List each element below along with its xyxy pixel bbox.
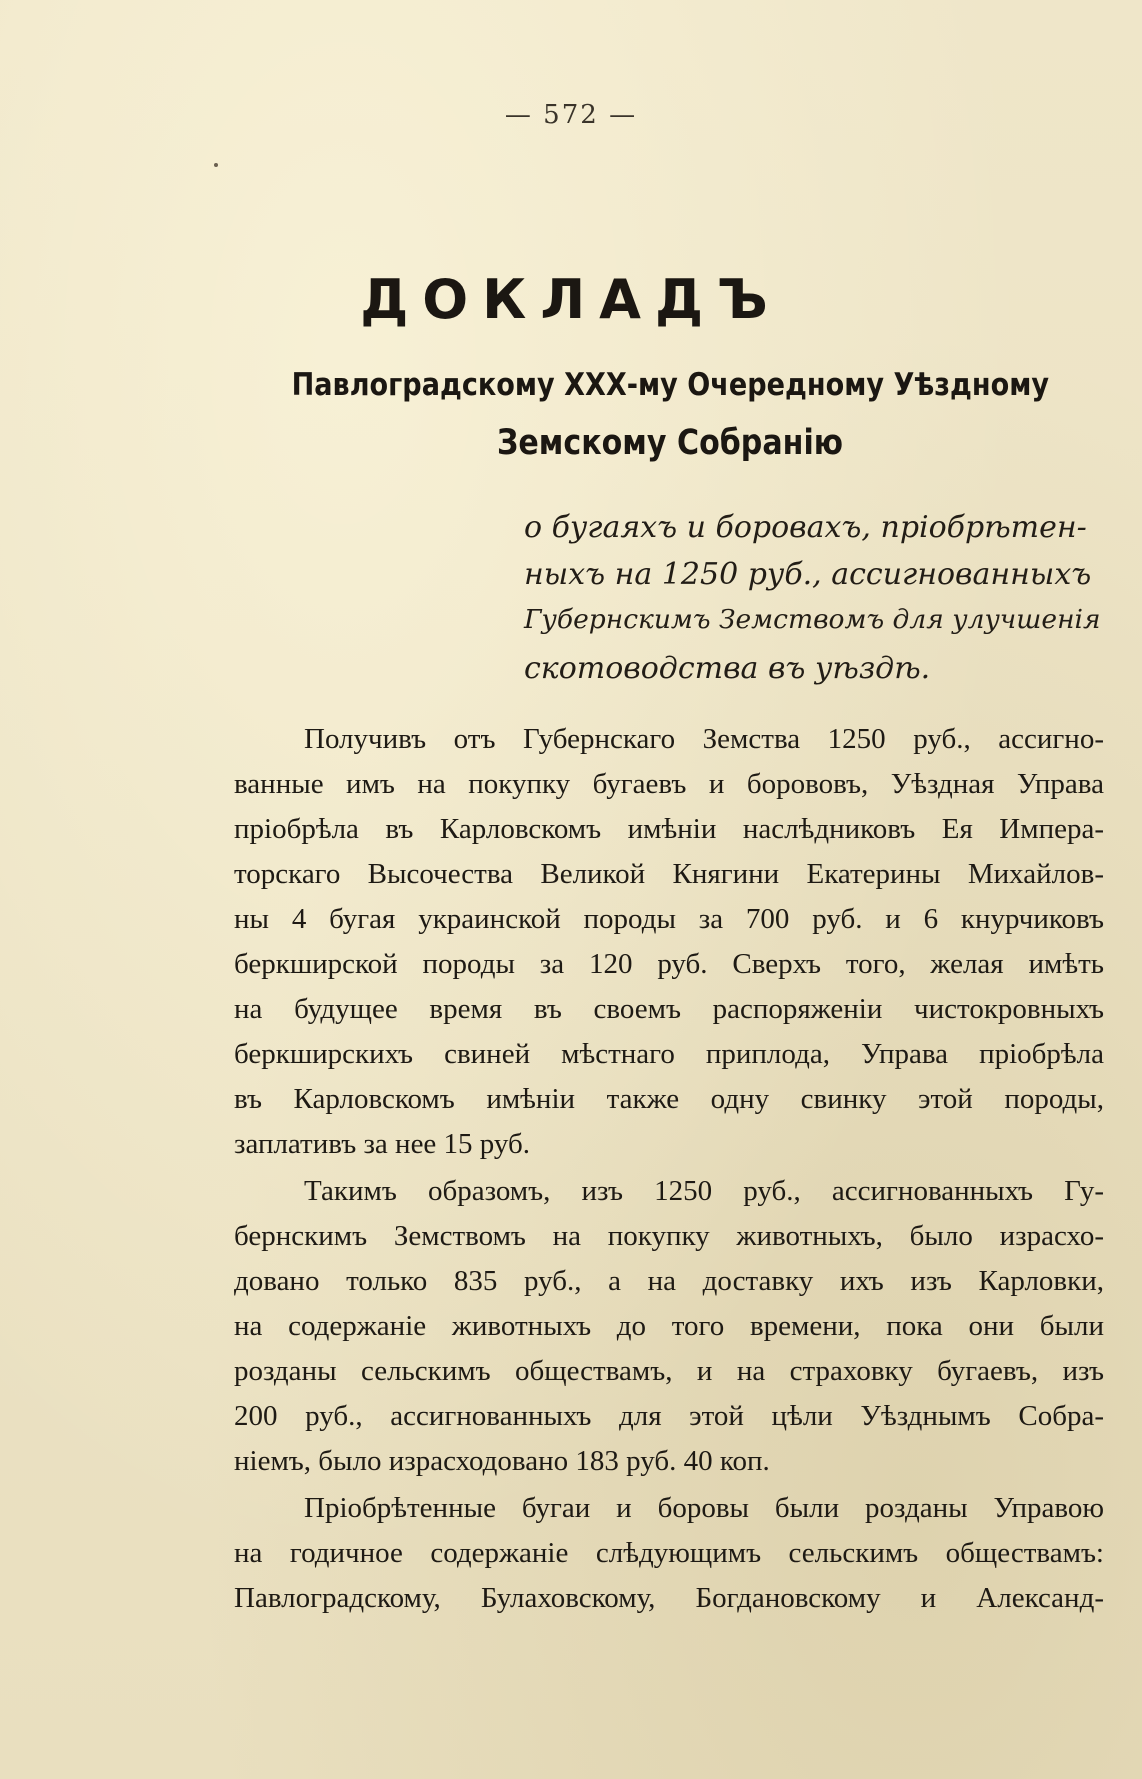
document-title: ДОКЛАДЪ (360, 268, 782, 331)
topic-line-3: Губернскимъ Земствомъ для улучшенія (524, 604, 1101, 635)
paragraph-1-line-9: въ Карловскомъ имѣніи также одну свинку этой породы, (234, 1083, 1104, 1115)
paragraph-1-line-7: на будущее время въ своемъ распоряженіи чистокровныхъ (234, 993, 1104, 1025)
paragraph-1-line-10: заплативъ за нее 15 руб. (234, 1128, 531, 1160)
paragraph-2-line-7: ніемъ, было израсходовано 183 руб. 40 коп. (234, 1445, 770, 1477)
paragraph-2-line-2: бернскимъ Земствомъ на покупку животныхъ, было израсхо- (234, 1220, 1104, 1252)
paragraph-2-line-6: 200 руб., ассигнованныхъ для этой цѣли Уѣзднымъ Собра- (234, 1400, 1104, 1432)
topic-line-1: о бугаяхъ и боровахъ, пріобрѣтен- (524, 510, 1087, 545)
paragraph-3-line-1: Пріобрѣтенные бугаи и боровы были розданы Управою (304, 1492, 1104, 1524)
paragraph-2-line-4: на содержаніе животныхъ до того времени, пока они были (234, 1310, 1104, 1342)
ink-speck (214, 163, 218, 167)
paragraph-3-line-2: на годичное содержаніе слѣдующимъ сельскимъ обществамъ: (234, 1537, 1104, 1569)
subtitle-line-1: Павлоградскому ХХХ-му Очередному Уѣздному (291, 367, 1050, 403)
paragraph-2-line-5: розданы сельскимъ обществамъ, и на страховку бугаевъ, изъ (234, 1355, 1104, 1387)
paragraph-1-line-1: Получивъ отъ Губернскаго Земства 1250 руб., ассигно- (304, 723, 1104, 755)
paragraph-1-line-8: беркширскихъ свиней мѣстнаго приплода, Управа пріобрѣла (234, 1038, 1104, 1070)
paragraph-3-line-3: Павлоградскому, Булаховскому, Богдановскому и Александ- (234, 1582, 1104, 1614)
paragraph-2-line-1: Такимъ образомъ, изъ 1250 руб., ассигнованныхъ Гу- (304, 1175, 1104, 1207)
topic-line-4: скотоводства въ уѣздѣ. (524, 651, 931, 686)
paragraph-1-line-2: ванные имъ на покупку бугаевъ и борововъ, Уѣздная Управа (234, 768, 1104, 800)
page-number: — 572 — (504, 100, 638, 130)
paragraph-2-line-3: довано только 835 руб., а на доставку ихъ изъ Карловки, (234, 1265, 1104, 1297)
subtitle-line-2: Земскому Собранію (496, 423, 844, 463)
paragraph-1-line-3: пріобрѣла въ Карловскомъ имѣніи наслѣдниковъ Ея Импера- (234, 813, 1104, 845)
topic-line-2: ныхъ на 1250 руб., ассигнованныхъ (524, 557, 1092, 592)
paragraph-1-line-6: беркширской породы за 120 руб. Сверхъ того, желая имѣть (234, 948, 1104, 980)
paragraph-1-line-5: ны 4 бугая украинской породы за 700 руб. и 6 кнурчиковъ (234, 903, 1104, 935)
paragraph-1-line-4: торскаго Высочества Великой Княгини Екатерины Михайлов- (234, 858, 1104, 890)
